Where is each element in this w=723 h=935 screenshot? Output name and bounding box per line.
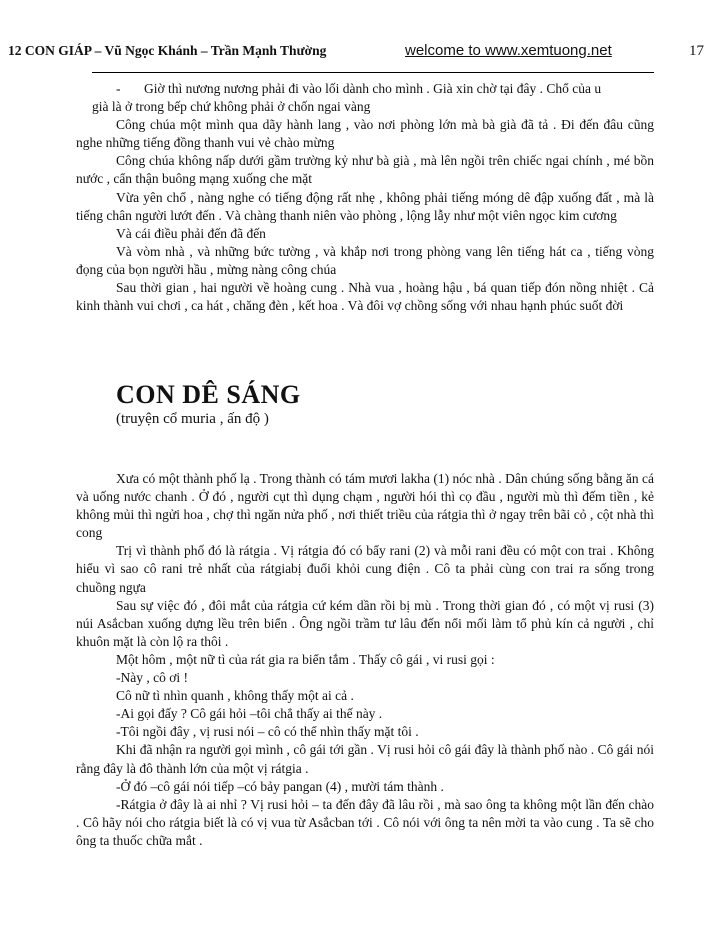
paragraph: Khi đã nhận ra người gọi mình , cô gái tới gần . Vị rusi hỏi cô gái đây là thành phố nào . Cô gái nói rằng đây là đô thành lớn của một vị rátgia .: [76, 742, 654, 776]
header-divider: [92, 72, 654, 73]
page-number: 17: [689, 43, 704, 59]
running-header-title: 12 CON GIÁP – Vũ Ngọc Khánh – Trần Mạnh Thường: [8, 43, 327, 58]
dash-paragraph: [76, 80, 654, 98]
story-title: CON DÊ SÁNG: [116, 380, 301, 409]
paragraph: Một hôm , một nữ tì của rát gia ra biển tắm . Thấy cô gái , vi rusi gọi :: [116, 651, 495, 667]
paragraph: -Rátgia ở đây là ai nhỉ ? Vị rusi hỏi – ta đến đây đã lâu rồi , mà sao ông ta không một lần đến chào . Cô hãy nói cho rátgia biết là có vị vua từ Asắcban tới . Cô nói với ông ta nên mời ta vào cung . Ta sẽ cho ông ta thuốc chữa mắt .: [76, 796, 654, 848]
paragraph: Sau thời gian , hai người về hoàng cung . Nhà vua , hoàng hậu , bá quan tiếp đón nồng nhiệt . Cả kinh thành vui chơi , ca hát , chăng đèn , kết hoa . Và đôi vợ chồng sống với nhau hạnh phúc suốt đời: [76, 280, 654, 314]
dialogue-line: -Này , cô ơi !: [116, 670, 188, 686]
paragraph: Công chúa không nấp dưới gầm trường kỷ như bà già , mà lên ngồi trên chiếc ngai chính , mé bồn nước , cẩn thận buông mạng xuống che mặt: [76, 153, 654, 187]
dialogue-line: -Tôi ngồi đây , vị rusi nói – cô có thể nhìn thấy mặt tôi .: [116, 724, 419, 740]
paragraph: Xưa có một thành phố lạ . Trong thành có tám mươi lakha (1) nóc nhà . Dân chúng sống bằng ăn cá và uống nước chanh . Ở đó , người cụt thì dụng chạm , người hói thì cọ đầu , người mù thì đếm tiền , kẻ không mủi thì ngửi hoa , chợ thì ngăn nửa phố , nơi thiết triều của rátgia thì ở ngay trên bãi cỏ , cột nhà thì cong: [76, 471, 654, 541]
paragraph: Và cái điều phải đến đã đến: [116, 225, 266, 241]
dash-marker: -: [116, 81, 121, 96]
paragraph: Sau sự việc đó , đôi mắt của rátgia cứ kém dần rồi bị mù . Trong thời gian đó , có một vị rusi (3) núi Asắcban xuống dựng lều trên biển . Ông ngồi trầm tư lâu đến nổi mối làm tổ phủ kín cả người , chỉ khuôn mặt là còn lộ ra thôi .: [76, 597, 654, 649]
paragraph: Trị vì thành phố đó là rátgia . Vị rátgia đó có bẩy rani (2) và mỗi rani đều có một con trai . Không hiểu vì sao cô rani trẻ nhất của rátgiabị đuổi khỏi cung điện . Cô ta phải cùng con trai ra sống trong chuồng ngựa: [76, 543, 654, 595]
paragraph: Công chúa một mình qua dãy hành lang , vào nơi phòng lớn mà bà già đã tả . Đi đến đâu cũng nghe những tiếng đồng thanh vui vẻ chào mừng: [76, 117, 654, 151]
paragraph: Và vòm nhà , và những bức tường , và khắp nơi trong phòng vang lên tiếng hát ca , tiếng vòng đọng của bọn người hầu , mừng nàng công chúa: [76, 243, 654, 277]
paragraph: Vừa yên chổ , nàng nghe có tiếng động rất nhẹ , không phải tiếng móng dê đập xuống đất , mà là tiếng chân người lướt đến . Và chàng thanh niên vào phòng , lộng lẫy như một viên ngọc kim cương: [76, 189, 654, 223]
dash-line-continuation: già là ở trong bếp chứ không phải ở chốn ngai vàng: [92, 99, 371, 115]
dialogue-line: -Ai gọi đấy ? Cô gái hỏi –tôi chẳ thấy ai thế này .: [116, 706, 383, 722]
dash-line-text: Giờ thì nương nương phải đi vào lối dành cho mình . Già xin chờ tại đây . Chổ của u: [144, 81, 602, 96]
story-subtitle: (truyện cổ muria , ấn độ ): [116, 411, 269, 427]
website-link[interactable]: welcome to www.xemtuong.net: [405, 42, 612, 59]
top-section: [76, 80, 654, 315]
dialogue-line: -Ở đó –cô gái nói tiếp –có bảy pangan (4) , mười tám thành .: [116, 778, 444, 794]
story-body: [76, 470, 654, 850]
dialogue-line: Cô nữ tì nhìn quanh , không thấy một ai cả .: [116, 688, 354, 704]
